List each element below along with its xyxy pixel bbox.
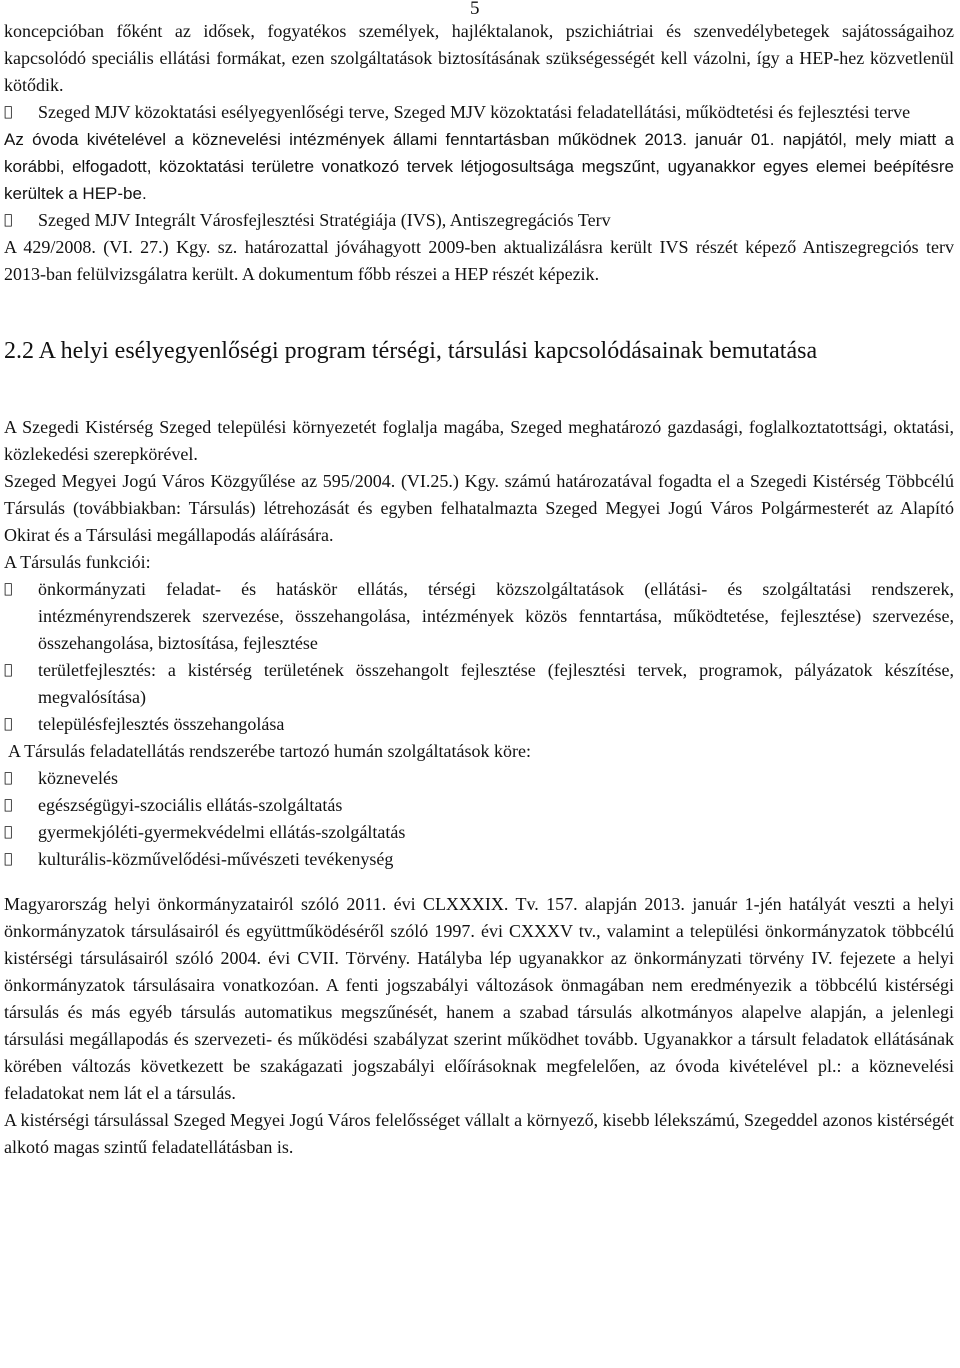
- function-item: [4, 657, 954, 711]
- paragraph: Szeged Megyei Jogú Város Közgyűlése az 595/2004. (VI.25.) Kgy. számú határozatával fogadta el a Szegedi Kistérség Többcélú Társulás (továbbiakban: Társulás) létrehozását és egyben felhatalmazta Szeged Megyei Jogú Város Polgármesterét az Alapító Okirat és a Társulási megállapodás aláírására.: [4, 471, 954, 545]
- bullet-icon: [4, 846, 38, 873]
- spacer: [4, 873, 954, 891]
- bullet-item: [4, 99, 954, 126]
- paragraph: A kistérségi társulással Szeged Megyei Jogú Város felelősséget vállalt a környező, kisebb lélekszámú, Szegeddel azonos kistérségét alkotó magas szintű feladatellátásban is.: [4, 1110, 954, 1157]
- bullet-icon: [4, 99, 38, 126]
- paragraph: A 429/2008. (VI. 27.) Kgy. sz. határozattal jóváhagyott 2009-ben aktualizálásra került IVS részét képező Antiszegregciós terv 2013-ban felülvizsgálatra került. A dokumentum főbb részei a HEP részét képezik.: [4, 237, 954, 284]
- service-text: egészségügyi-szociális ellátás-szolgáltatás: [38, 795, 343, 815]
- bullet-icon: [4, 657, 38, 684]
- service-item: [4, 765, 954, 792]
- bullet-item: [4, 207, 954, 234]
- paragraph: Az óvoda kivételével a köznevelési intézmények állami fenntartásban működnek 2013. január 01. napjától, mely miatt a korábbi, elfogadott, közoktatási területre vonatkozó tervek létjogosultsága megszűnt, ugyanakkor egyes elemei beépítésre kerültek a HEP-be.: [4, 130, 954, 203]
- function-text: településfejlesztés összehangolása: [38, 714, 285, 734]
- service-text: köznevelés: [38, 768, 118, 788]
- paragraph: koncepcióban főként az idősek, fogyatékos személyek, hajléktalanok, pszichiátriai és szenvedélybetegek sajátosságaihoz kapcsolódó speciális ellátási formákat, ezen szolgáltatások biztosításának szükségességét kell vázolni, így a HEP-hez közvetlenül kötődik.: [4, 21, 954, 95]
- service-item: [4, 846, 954, 873]
- paragraph: Magyarország helyi önkormányzatairól szóló 2011. évi CLXXXIX. Tv. 157. alapján 2013. január 1-jén hatályát veszti a helyi önkormányzatok társulásairól és együttműködéséről szóló 1997. évi CXXXV tv., valamint a települési önkormányzatok többcélú kistérségi társulásairól szóló 2004. évi CVII. Törvény. Hatályba lép ugyanakkor az önkormányzati törvény IV. fejezete a helyi önkormányzatok társulásaira vonatkozóan. A fenti jogszabályi változások önmagában nem eredményezik a többcélú kistérségi társulás és más egyéb társulás automatikus megszűnését, hanem a szabad társulás alkotmányos alapelve alapján, a jelenlegi társulási megállapodás és szervezeti- és működési szabályzat szerint működhet tovább. Ugyanakkor a társult feladatok ellátásának körében változás következett be szakágazati jogszabályi előírásoknak megfelelően, az óvoda kivételével pl.: a köznevelési feladatokat nem lát el a társulás.: [4, 894, 954, 1103]
- bullet-text: Szeged MJV közoktatási esélyegyenlőségi terve, Szeged MJV közoktatási feladatellátási, működtetési és fejlesztési terve: [38, 102, 911, 122]
- service-text: kulturális-közművelődési-művészeti tevékenység: [38, 849, 394, 869]
- bullet-text: Szeged MJV Integrált Városfejlesztési Stratégiája (IVS), Antiszegregációs Terv: [38, 210, 611, 230]
- paragraph: A Szegedi Kistérség Szeged települési környezetét foglalja magába, Szeged meghatározó gazdasági, foglalkoztatottsági, oktatási, közlekedési szerepkörével.: [4, 417, 954, 464]
- function-item: [4, 711, 954, 738]
- service-item: [4, 819, 954, 846]
- bullet-icon: [4, 792, 38, 819]
- service-item: [4, 792, 954, 819]
- function-text: területfejlesztés: a kistérség területének összehangolt fejlesztése (fejlesztési tervek, programok, pályázatok készítése, megvalósítása): [38, 660, 954, 707]
- functions-label: A Társulás funkciói:: [4, 552, 151, 572]
- function-item: [4, 576, 954, 657]
- bullet-icon: [4, 207, 38, 234]
- section-heading: 2.2 A helyi esélyegyenlőségi program térségi, társulási kapcsolódásainak bemutatása: [4, 338, 818, 364]
- services-label: A Társulás feladatellátás rendszerébe tartozó humán szolgáltatások köre:: [8, 741, 531, 761]
- bullet-icon: [4, 576, 38, 603]
- service-text: gyermekjóléti-gyermekvédelmi ellátás-szolgáltatás: [38, 822, 406, 842]
- bullet-icon: [4, 711, 38, 738]
- document-body: [4, 18, 954, 1161]
- bullet-icon: [4, 765, 38, 792]
- page-number: 5: [470, 0, 480, 19]
- bullet-icon: [4, 819, 38, 846]
- function-text: önkormányzati feladat- és hatáskör ellátás, térségi közszolgáltatások (ellátási- és szolgáltatási rendszerek, intézményrendszerek szervezése, összehangolása, intézmények közös fenntartása, működtetése, fejlesztése) szervezése, összehangolása, biztosítása, fejlesztése: [38, 579, 954, 653]
